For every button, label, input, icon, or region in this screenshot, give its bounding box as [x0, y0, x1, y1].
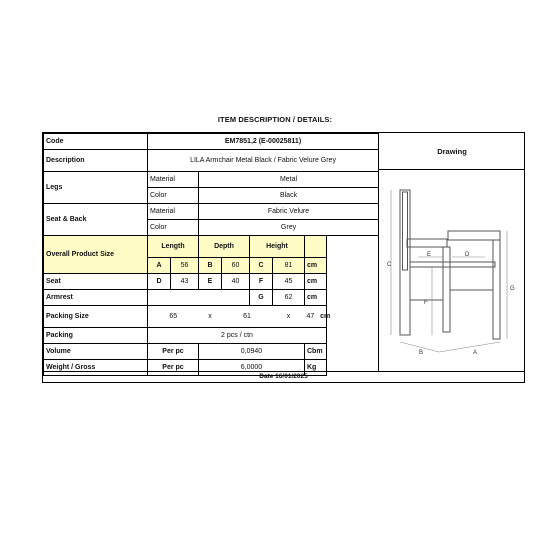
- armrest-empty: [148, 290, 250, 306]
- seat-f-value: 45: [273, 274, 305, 290]
- dim-label-g: G: [510, 286, 515, 292]
- legs-material-key: Material: [148, 172, 199, 188]
- weight-per: Per pc: [148, 360, 199, 376]
- chair-back-cushion: [403, 192, 408, 270]
- chair-leg-front: [493, 240, 500, 339]
- dim-label-f: F: [424, 300, 428, 306]
- height-letter: C: [250, 258, 273, 274]
- chair-arm-front: [448, 231, 500, 240]
- overall-size-label: Overall Product Size: [44, 236, 148, 274]
- packing-value: 2 pcs / ctn: [148, 328, 327, 344]
- armrest-unit: cm: [305, 290, 327, 306]
- dim-label-a: A: [473, 350, 478, 356]
- seat-label: Seat: [44, 274, 148, 290]
- spec-sheet: [42, 132, 525, 383]
- packing-height: 47 cm: [305, 306, 327, 328]
- height-header: Height: [250, 236, 305, 258]
- height-value: 81: [273, 258, 305, 274]
- packing-label: Packing: [44, 328, 148, 344]
- seat-d-letter: D: [148, 274, 171, 290]
- drawing-title: Drawing: [437, 147, 467, 156]
- chair-seat: [410, 262, 495, 267]
- document-date: Date 16/01/2025: [259, 373, 308, 380]
- chair-drawing: [379, 170, 525, 371]
- volume-per: Per pc: [148, 344, 199, 360]
- code-label: Code: [44, 134, 148, 150]
- weight-unit: Kg: [305, 360, 327, 376]
- description-label: Description: [44, 150, 148, 172]
- chair-back-frame: [400, 190, 410, 335]
- seat-e-letter: E: [199, 274, 222, 290]
- code-value: EM7851,2 (E-00025811): [148, 134, 379, 150]
- seat-back-color-key: Color: [148, 220, 199, 236]
- drawing-panel: [378, 133, 525, 371]
- length-header: Length: [148, 236, 199, 258]
- legs-material-value: Metal: [199, 172, 379, 188]
- seat-back-material-key: Material: [148, 204, 199, 220]
- packing-sep-2: x: [273, 306, 305, 328]
- depth-header: Depth: [199, 236, 250, 258]
- seat-back-material-value: Fabric Velure: [199, 204, 379, 220]
- volume-label: Volume: [44, 344, 148, 360]
- seat-d-value: 43: [171, 274, 199, 290]
- dim-label-e: E: [427, 252, 432, 258]
- chair-leg-back: [443, 247, 450, 332]
- packing-sep-1: x: [199, 306, 222, 328]
- length-value: 56: [171, 258, 199, 274]
- dim-label-b: B: [419, 350, 424, 356]
- packing-depth: 61: [222, 306, 273, 328]
- volume-unit: Cbm: [305, 344, 327, 360]
- dim-label-c: C: [387, 262, 392, 268]
- weight-label: Weight / Gross: [44, 360, 148, 376]
- seat-unit: cm: [305, 274, 327, 290]
- legs-color-value: Black: [199, 188, 379, 204]
- legs-color-key: Color: [148, 188, 199, 204]
- volume-value: 0,0940: [199, 344, 305, 360]
- seat-back-label: Seat & Back: [44, 204, 148, 236]
- legs-label: Legs: [44, 172, 148, 204]
- packing-length: 65: [148, 306, 199, 328]
- chair-arm-back: [407, 239, 447, 247]
- overall-unit: cm: [305, 258, 327, 274]
- dim-label-d: D: [465, 252, 470, 258]
- seat-f-letter: F: [250, 274, 273, 290]
- spec-table: [43, 133, 379, 376]
- seat-e-value: 40: [222, 274, 250, 290]
- armrest-label: Armrest: [44, 290, 148, 306]
- weight-value: 6,0000: [199, 360, 305, 376]
- page-heading: ITEM DESCRIPTION / DETAILS:: [217, 115, 333, 124]
- description-value: LILA Armchair Metal Black / Fabric Velure Grey: [148, 150, 379, 172]
- depth-letter: B: [199, 258, 222, 274]
- overall-unit-spacer: [305, 236, 327, 258]
- armrest-value: 62: [273, 290, 305, 306]
- dim-line-a: [439, 342, 500, 352]
- armrest-letter: G: [250, 290, 273, 306]
- packing-size-label: Packing Size: [44, 306, 148, 328]
- length-letter: A: [148, 258, 171, 274]
- depth-value: 60: [222, 258, 250, 274]
- seat-back-color-value: Grey: [199, 220, 379, 236]
